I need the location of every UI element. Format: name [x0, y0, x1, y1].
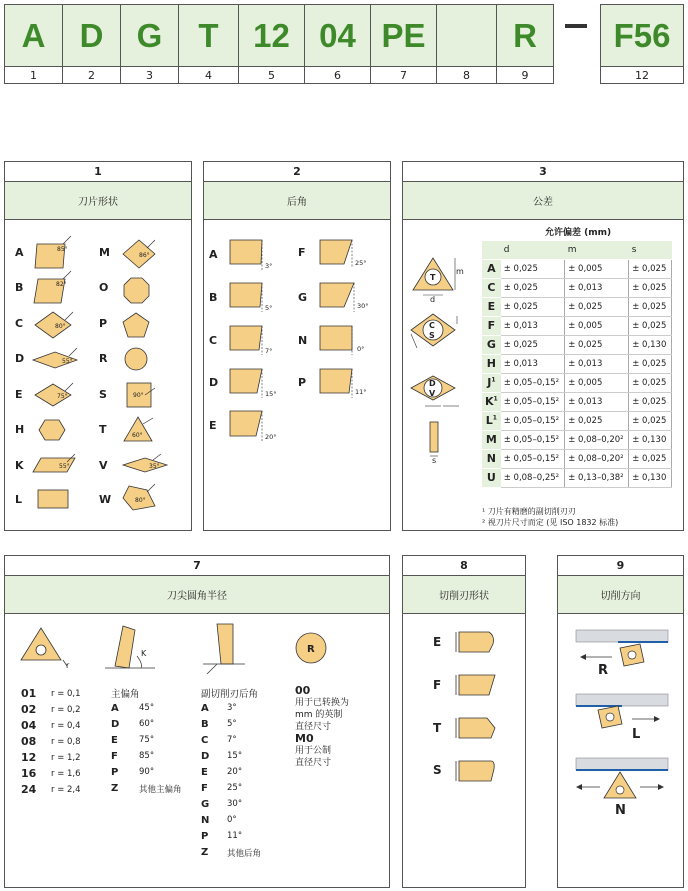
angle-d: 55°	[62, 358, 73, 365]
main-angle-list	[111, 686, 182, 799]
footnote-2: ² 视刀片尺寸而定 (见 ISO 1832 标准)	[482, 518, 619, 527]
angle-k: 55°	[59, 463, 70, 470]
table-row: M ± 0,05–0,15² ± 0,08–0,20² ± 0,130	[482, 430, 672, 449]
panel-corner-radius	[4, 555, 390, 888]
code-letter: F56	[601, 5, 683, 67]
edge-code-f: F	[433, 678, 442, 692]
clearance-n-icon	[320, 326, 352, 350]
shape-code-b: B	[15, 281, 24, 294]
code-position: 7	[400, 69, 407, 82]
table-row: F ± 0,013 ± 0,005 ± 0,025	[482, 316, 672, 335]
list-item: 02 r = 0,2	[21, 703, 81, 716]
clearance-angle-b: 5°	[265, 304, 273, 312]
shape-o-icon	[124, 278, 149, 303]
shape-h-icon	[39, 420, 65, 440]
tolerance-side-icon	[430, 422, 438, 452]
clearance-a-icon	[230, 240, 262, 264]
code-position: 5	[268, 69, 275, 82]
list-item: A 45°	[111, 703, 155, 714]
panel-title: 刀片形状	[5, 182, 191, 220]
clearance-angle-g: 30°	[357, 302, 369, 310]
angle-s: 90°	[133, 392, 144, 399]
insert-shapes-drawing	[5, 162, 193, 532]
code-position: 3	[146, 69, 153, 82]
code-position: 2	[88, 69, 95, 82]
angle-e: 75°	[57, 393, 68, 400]
shape-code-v: V	[99, 459, 108, 472]
list-item: E 20°	[201, 767, 243, 778]
code-letter: A	[5, 5, 62, 67]
angle-w: 80°	[135, 497, 146, 504]
shape-code-k: K	[15, 459, 24, 472]
fig-m: m	[456, 267, 464, 276]
edge-e-icon	[459, 632, 494, 652]
main-angle-title: 主偏角	[111, 689, 140, 700]
shape-l-icon	[38, 490, 68, 508]
code-box-1	[4, 4, 63, 84]
shape-code-o: O	[99, 281, 109, 294]
clearance-code-a: A	[209, 248, 218, 261]
clearance-code-b: B	[209, 291, 218, 304]
fig-d: d	[430, 295, 436, 304]
main-angle-insert-icon	[115, 626, 135, 668]
direction-n: N	[615, 803, 626, 818]
panel-title: 公差	[403, 182, 683, 220]
shape-r-icon	[125, 348, 147, 370]
code-dash	[565, 24, 587, 28]
code-position: 6	[334, 69, 341, 82]
clearance-angle-p: 11°	[355, 388, 367, 396]
code-letter: D	[63, 5, 120, 67]
list-item: P 11°	[201, 831, 243, 842]
table-row: H ± 0,013 ± 0,013 ± 0,025	[482, 354, 672, 373]
clearance-e-icon	[230, 411, 262, 436]
code-position: 9	[521, 69, 529, 82]
list-item: E 75°	[111, 735, 155, 746]
shape-code-l: L	[15, 493, 23, 506]
minor-angle-list	[201, 686, 261, 863]
panel-insert-shape	[4, 161, 192, 531]
clearance-code-f: F	[298, 246, 306, 259]
panel-title: 刀尖圆角半径	[5, 576, 389, 614]
panel-clearance-angle	[203, 161, 391, 531]
angle-t: 60°	[132, 432, 143, 439]
list-item: F 85°	[111, 751, 155, 762]
angle-b: 82°	[56, 281, 67, 288]
clearance-code-d: D	[209, 376, 219, 389]
code-position: 4	[205, 69, 212, 82]
fig-dv-d: D	[429, 379, 436, 388]
edge-code-t: T	[433, 721, 442, 735]
list-item: P 90°	[111, 767, 155, 778]
shape-p-icon	[123, 313, 149, 337]
fig-R: R	[307, 644, 315, 655]
edge-code-e: E	[433, 635, 442, 649]
panel-title: 切削方向	[558, 576, 683, 614]
shape-code-d: D	[15, 352, 25, 365]
radius-list	[21, 687, 81, 799]
clearance-drawing	[204, 162, 392, 532]
code-letter: 04	[305, 5, 370, 67]
angle-c: 80°	[55, 323, 66, 330]
code-position: 12	[635, 69, 649, 82]
table-row: N ± 0,05–0,15² ± 0,08–0,20² ± 0,025	[482, 449, 672, 468]
clearance-code-g: G	[298, 291, 308, 304]
list-item: D 15°	[201, 751, 243, 762]
list-item: 01 r = 0,1	[21, 687, 81, 700]
fig-r: r	[66, 661, 70, 670]
code-letter: PE	[371, 5, 436, 67]
code-box-4	[178, 4, 239, 84]
shape-code-h: H	[15, 423, 25, 436]
round-insert-notes: 00 用于已转换为 mm 的英制 直径尺寸 M0 用于公制 直径尺寸	[295, 684, 350, 768]
clearance-code-c: C	[209, 334, 218, 347]
panel-title: 切削刃形状	[403, 576, 525, 614]
panel-number: 3	[403, 162, 683, 182]
code-box-6	[304, 4, 371, 84]
code-00: 00	[295, 684, 311, 697]
list-item: A 3°	[201, 703, 237, 714]
list-item: F 25°	[201, 783, 243, 794]
footnote-1: ¹ 刀片有精磨的副切削刃刃	[482, 507, 576, 516]
table-row: U ± 0,08–0,25² ± 0,13–0,38² ± 0,130	[482, 468, 672, 487]
clearance-angle-f: 25°	[355, 259, 367, 267]
list-item: D 60°	[111, 719, 155, 730]
col-m: m	[565, 241, 629, 259]
clearance-p-icon	[320, 369, 352, 393]
list-item: Z 其他后角	[201, 847, 262, 859]
list-item: 24 r = 2,4	[21, 783, 81, 796]
edge-f-icon	[459, 675, 495, 695]
clearance-code-p: P	[298, 376, 307, 389]
panel-title: 后角	[204, 182, 390, 220]
panel-number: 8	[403, 556, 525, 576]
clearance-code-e: E	[209, 419, 217, 432]
list-item: G 30°	[201, 799, 243, 810]
code-box-5	[238, 4, 305, 84]
clearance-d-icon	[230, 369, 262, 393]
col-d: d	[501, 241, 565, 259]
clearance-angle-e: 20°	[265, 433, 277, 441]
shape-code-r: R	[99, 352, 108, 365]
clearance-code-n: N	[298, 334, 308, 347]
shape-code-s: S	[99, 388, 107, 401]
clearance-c-icon	[230, 326, 262, 350]
code-letter	[437, 5, 496, 67]
table-row: $J^1$ ± 0,05–0,15² ± 0,005 ± 0,025	[482, 373, 672, 392]
angle-a: 85°	[57, 246, 68, 253]
code-letter: R	[497, 5, 553, 67]
minor-angle-title: 副切削刃后角	[201, 689, 259, 700]
fig-t: T	[430, 273, 436, 282]
shape-code-w: W	[99, 493, 112, 506]
clearance-g-icon	[320, 283, 354, 307]
edge-s-icon	[459, 761, 494, 781]
clearance-f-icon	[320, 240, 352, 264]
table-row: C ± 0,025 ± 0,013 ± 0,025	[482, 278, 672, 297]
clearance-angle-n: 0°	[357, 345, 365, 353]
edge-t-icon	[459, 718, 495, 738]
table-row: $K^1$ ± 0,05–0,15² ± 0,013 ± 0,025	[482, 392, 672, 411]
fig-s2: s	[432, 456, 437, 465]
panel-cutting-direction	[557, 555, 684, 888]
shape-code-p: P	[99, 317, 108, 330]
table-row: G ± 0,025 ± 0,025 ± 0,130	[482, 335, 672, 354]
arrow-left-icon	[580, 654, 586, 660]
panel-tolerance	[402, 161, 684, 531]
table-title: 允许偏差 (mm)	[545, 228, 612, 238]
shape-code-t: T	[99, 423, 107, 436]
fig-c: C	[429, 321, 435, 330]
code-box-9	[496, 4, 554, 84]
edge-code-s: S	[433, 763, 442, 777]
minor-angle-insert-icon	[217, 624, 233, 664]
arrow-left-icon	[576, 784, 582, 790]
list-item: 12 r = 1,2	[21, 751, 81, 764]
edge-shapes-drawing	[403, 556, 527, 889]
table-row: E ± 0,025 ± 0,025 ± 0,025	[482, 297, 672, 316]
cutting-direction-drawing	[558, 556, 685, 889]
list-item: Z 其他主偏角	[111, 783, 182, 795]
code-letter: T	[179, 5, 238, 67]
code-box-8	[436, 4, 497, 84]
angle-v: 35°	[149, 463, 160, 470]
clearance-angle-d: 15°	[265, 390, 277, 398]
table-row: $L^1$ ± 0,05–0,15² ± 0,025 ± 0,025	[482, 411, 672, 430]
arrow-right-icon	[658, 784, 664, 790]
shape-v-icon	[123, 458, 167, 472]
shape-code-c: C	[15, 317, 24, 330]
shape-code-e: E	[15, 388, 23, 401]
code-m0: M0	[295, 732, 314, 745]
shape-code-a: A	[15, 246, 24, 259]
code-position: 1	[30, 69, 37, 82]
clearance-b-icon	[230, 283, 262, 307]
angle-m: 86°	[139, 252, 150, 259]
code-letter: 12	[239, 5, 304, 67]
code-box-3	[120, 4, 179, 84]
fig-k: K	[141, 649, 147, 658]
list-item: 08 r = 0,8	[21, 735, 81, 748]
fig-dv-v: V	[429, 389, 436, 398]
fig-s: S	[429, 331, 435, 340]
clearance-angle-c: 7°	[265, 347, 273, 355]
panel-number: 2	[204, 162, 390, 182]
radius-figures	[5, 620, 391, 690]
code-position: 8	[463, 69, 470, 82]
clearance-angle-a: 3°	[265, 262, 273, 270]
shape-code-m: M	[99, 246, 110, 259]
panel-number: 9	[558, 556, 683, 576]
list-item: 04 r = 0,4	[21, 719, 81, 732]
arrow-right-icon	[654, 716, 660, 722]
tolerance-figures	[403, 242, 483, 492]
tolerance-table	[482, 241, 672, 488]
list-item: 16 r = 1,6	[21, 767, 81, 780]
panel-edge-shape	[402, 555, 526, 888]
code-box-2	[62, 4, 121, 84]
col-s: s	[629, 241, 672, 259]
list-item: N 0°	[201, 815, 237, 826]
list-item: C 7°	[201, 735, 237, 746]
code-box-12	[600, 4, 684, 84]
table-row: A ± 0,025 ± 0,005 ± 0,025	[482, 259, 672, 278]
direction-l: L	[632, 727, 641, 742]
panel-number: 1	[5, 162, 191, 182]
code-box-7	[370, 4, 437, 84]
direction-r: R	[598, 663, 609, 678]
code-letter: G	[121, 5, 178, 67]
panel-number: 7	[5, 556, 389, 576]
list-item: B 5°	[201, 719, 237, 730]
